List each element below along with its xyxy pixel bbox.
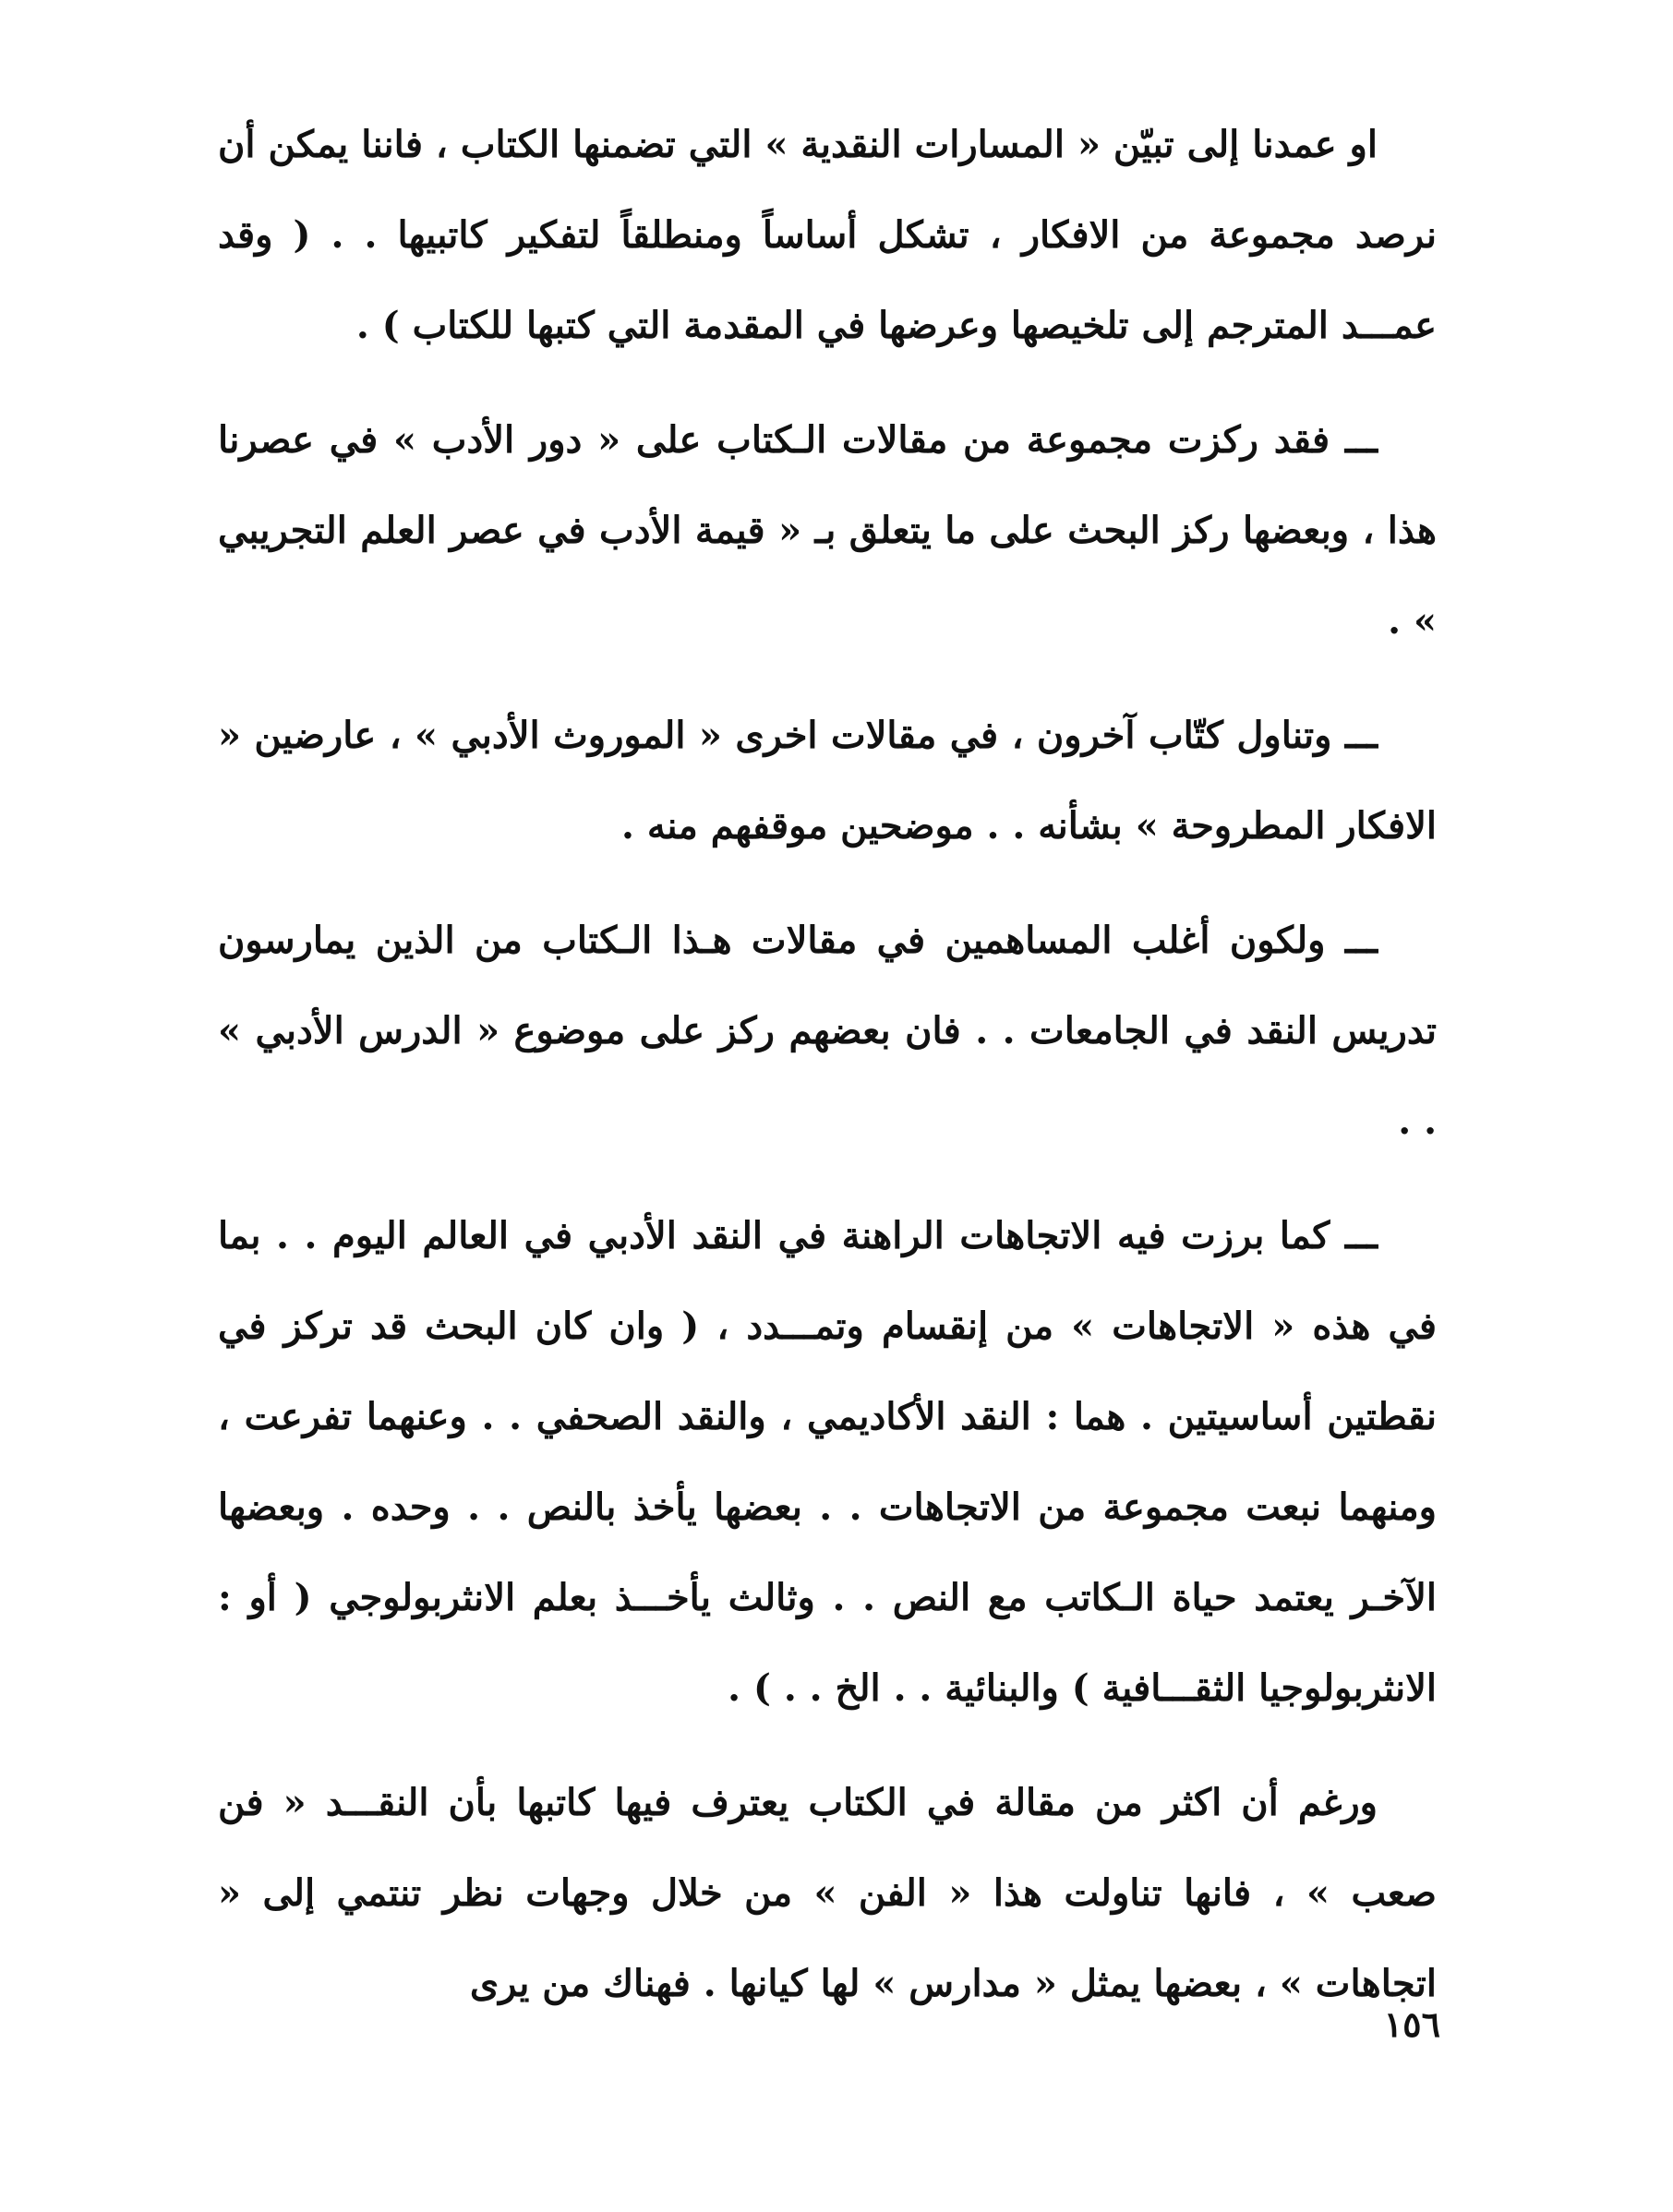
- paragraph-criticism-as-art: ورغم أن اكثر من مقالة في الكتاب يعترف فيها كاتبها بأن النقـــد « فن صعب » ، فانها تناولت هذا « الفن » من خلال وجهات نظر تنتمي إلى « اتجاهات » ، بعضها يمثل « مدارس » لها كيانها . فهناك من يرى: [218, 1781, 1437, 2005]
- paragraph-literary-study: ـــ ولكون أغلب المساهمين في مقالات هـذا الـكتاب من الذين يمارسون تدريس النقد في الجامعات . . فان بعضهم ركز على موضوع « الدرس الأدبي » . .: [218, 919, 1437, 1143]
- paragraph-role-of-literature: ـــ فقد ركزت مجموعة من مقالات الـكتاب على « دور الأدب » في عصرنا هذا ، وبعضها ركز البحث على ما يتعلق بـ « قيمة الأدب في عصر العلم التجريبي » .: [218, 418, 1437, 643]
- body-text: [218, 100, 1437, 2053]
- page-number: ١٥٦: [1383, 2003, 1440, 2045]
- paragraph-literary-heritage: ـــ وتناول كتّاب آخرون ، في مقالات اخرى « الموروث الأدبي » ، عارضين « الافكار المطروحة » بشأنه . . موضحين موقفهم منه .: [218, 714, 1437, 848]
- paragraph-intro: او عمدنا إلى تبيّن « المسارات النقدية » التي تضمنها الكتاب ، فاننا يمكن أن نرصد مجموعة من الافكار ، تشكل أساساً ومنطلقاً لتفكير كاتبيها . . ( وقد عمـــد المترجم إلى تلخيصها وعرضها في المقدمة التي كتبها للكتاب ) .: [218, 123, 1437, 347]
- paragraph-critical-trends: ـــ كما برزت فيه الاتجاهات الراهنة في النقد الأدبي في العالم اليوم . . بما في هذه « الاتجاهات » من إنقسام وتمـــدد ، ( وان كان البحث قد تركز في نقطتين أساسيتين . هما : النقد الأكاديمي ، والنقد الصحفي . . وعنهما تفرعت ، ومنهما نبعت مجموعة من الاتجاهات . . بعضها يأخذ بالنص . . وحده . وبعضها الآخـر يعتمد حياة الـكاتب مع النص . . وثالث يأخـــذ بعلم الانثربولوجي ( أو : الانثربولوجيا الثقـــافية ) والبنائية . . الخ . . ) .: [218, 1214, 1437, 1710]
